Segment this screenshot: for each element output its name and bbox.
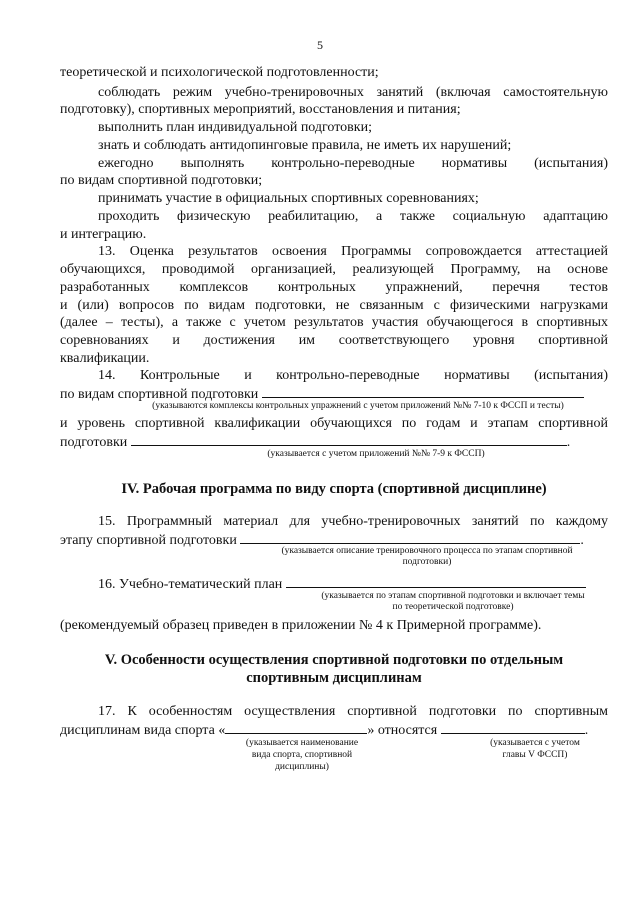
text-line: ежегодно выполнять контрольно-переводные нормативы (испытания) — [98, 156, 608, 171]
field-caption: (указывается по этапам спортивной подготовки и включает темы — [321, 591, 585, 601]
fill-in-blank — [286, 575, 586, 588]
text-line: теоретической и психологической подготовленности; — [60, 65, 379, 80]
field-caption: подготовки) — [402, 557, 452, 567]
field-caption: (указывается описание тренировочного процесса по этапам спортивной — [281, 546, 573, 556]
text-fragment: подготовки — [60, 435, 128, 450]
text-line: квалификации. — [60, 351, 150, 366]
fill-in-blank — [131, 433, 567, 446]
field-caption: (указывается с учетом — [490, 738, 580, 748]
text-line: этапу спортивной подготовки . — [60, 533, 584, 548]
field-caption: (указывается с учетом приложений №№ 7-9 к ФССП) — [267, 449, 485, 459]
text-line: соревнованиях и достижения им соответствующего уровня спортивной — [60, 333, 608, 348]
text-line: соблюдать режим учебно-тренировочных занятий (включая самостоятельную — [98, 85, 608, 100]
section-heading: IV. Рабочая программа по виду спорта (спортивной дисциплине) — [121, 481, 547, 497]
page-number: 5 — [317, 38, 323, 52]
field-caption: вида спорта, спортивной — [251, 750, 353, 760]
text-line: 14. Контрольные и контрольно-переводные нормативы (испытания) — [98, 368, 608, 383]
text-line: разработанных комплексов контрольных упражнений, перечня тестов — [60, 280, 608, 295]
text-line: и (или) вопросов по видам подготовки, не связанным с физическими нагрузками — [60, 298, 608, 313]
text-fragment: » относятся — [367, 723, 438, 738]
text-fragment: дисциплинам вида спорта « — [60, 723, 226, 738]
text-line: 13. Оценка результатов освоения Программы сопровождается аттестацией — [98, 244, 608, 259]
text-line: (далее – тесты), а также с учетом результатов участия обучающегося в спортивных — [60, 315, 608, 330]
text-line: 17. К особенностям осуществления спортивной подготовки по спортивным — [98, 704, 608, 719]
fill-in-blank — [240, 531, 580, 544]
text-line: знать и соблюдать антидопинговые правила, не иметь их нарушений; — [98, 138, 512, 153]
text-fragment: по видам спортивной подготовки — [60, 387, 259, 402]
section-heading: V. Особенности осуществления спортивной подготовки по отдельным — [104, 652, 564, 668]
text-line: дисциплинам вида спорта « » относятся . — [60, 723, 589, 738]
text-line: обучающихся, проводимой организацией, реализующей Программу, на основе — [60, 262, 608, 277]
text-line: выполнить план индивидуальной подготовки; — [98, 120, 372, 135]
text-line: и интеграцию. — [60, 227, 147, 242]
text-line: проходить физическую реабилитацию, а также социальную адаптацию — [98, 209, 608, 224]
fill-in-blank — [441, 721, 585, 734]
field-caption: (указывается наименование — [245, 738, 359, 748]
text-line: 15. Программный материал для учебно-тренировочных занятий по каждому — [98, 514, 608, 529]
field-caption: (указываются комплексы контрольных упражнений с учетом приложений №№ 7-10 к ФССП и тесты) — [152, 401, 564, 411]
field-caption: главы V ФССП) — [502, 750, 568, 760]
text-line: подготовки . — [60, 435, 571, 450]
field-caption: по теоретической подготовке) — [392, 602, 514, 612]
fill-in-blank — [262, 385, 584, 398]
field-caption: дисциплины) — [275, 762, 329, 772]
text-line: принимать участие в официальных спортивных соревнованиях; — [98, 191, 479, 206]
section-heading: спортивным дисциплинам — [246, 670, 422, 686]
text-line: (рекомендуемый образец приведен в приложении № 4 к Примерной программе). — [60, 618, 542, 633]
text-line: по видам спортивной подготовки; — [60, 173, 263, 188]
fill-in-blank — [225, 721, 367, 734]
text-line: подготовку), спортивных мероприятий, восстановления и питания; — [60, 102, 461, 117]
text-fragment: 16. Учебно-тематический план — [98, 577, 283, 592]
text-fragment: этапу спортивной подготовки — [60, 533, 237, 548]
text-line: и уровень спортивной квалификации обучающихся по годам и этапам спортивной — [60, 416, 608, 431]
